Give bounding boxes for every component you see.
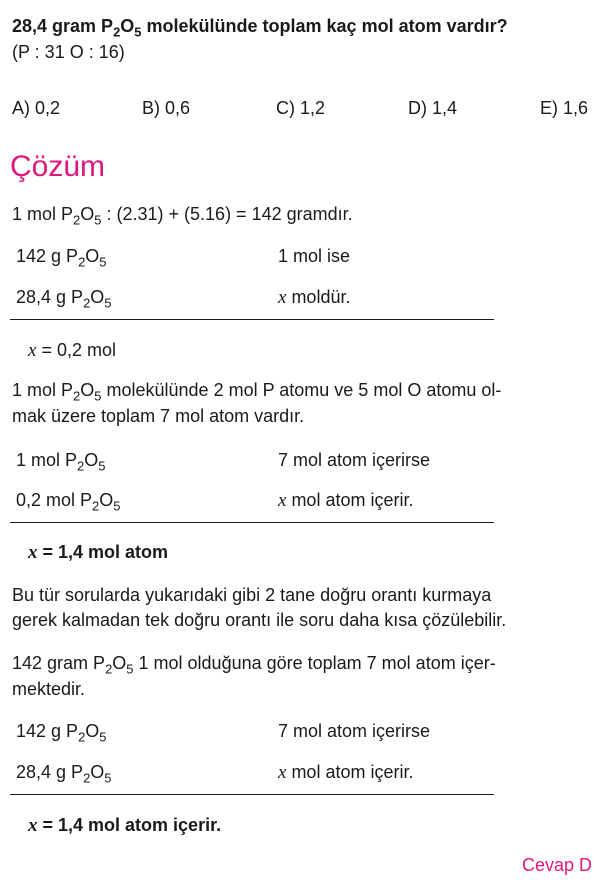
para1-line1: 1 mol $P_2O_5$ molekülünde 2 mol P atomu ve 5 mol O atomu ol- <box>12 380 502 404</box>
ratio2-row2-left: 0,2 mol $P_2O_5$ <box>16 490 121 514</box>
ratio2-row2-right: x mol atom içerir. <box>278 490 414 511</box>
answer-label: Cevap D <box>521 855 592 875</box>
para2-line1: Bu tür sorularda yukarıdaki gibi 2 tane doğru orantı kurmaya <box>12 585 492 605</box>
ratio3-row2-left: 28,4 g $P_2O_5$ <box>16 762 112 786</box>
ratio3-row1-left: 142 g $P_2O_5$ <box>16 721 107 745</box>
ratio1-row2-left: 28,4 g $P_2O_5$ <box>16 287 112 311</box>
ratio3-divider <box>10 794 494 795</box>
ratio3-result: x = 1,4 mol atom içerir. <box>28 815 222 836</box>
molar-mass-line: 1 mol $P_2O_5$ : (2.31) + (5.16) = 142 gramdır. <box>12 204 353 228</box>
ratio1-result: x = 0,2 mol <box>28 340 116 361</box>
ratio2-result: x = 1,4 mol atom <box>28 542 169 563</box>
option-b[interactable]: B) 0,6 <box>142 98 191 118</box>
ratio1-row1-left: 142 g $P_2O_5$ <box>16 246 107 270</box>
option-c[interactable]: C) 1,2 <box>276 98 326 118</box>
option-a[interactable]: A) 0,2 <box>12 98 61 118</box>
question-text: 28,4 gram $P_2O_5$ molekülünde toplam kaç mol atom vardır? <box>12 16 508 40</box>
ratio3-row1-right: 7 mol atom içerirse <box>278 721 431 741</box>
ratio1-row1-right: 1 mol ise <box>278 246 351 266</box>
question-atomic-masses: (P : 31 O : 16) <box>12 42 125 62</box>
ratio1-divider <box>10 319 494 320</box>
para1-line2: mak üzere toplam 7 mol atom vardır. <box>12 406 305 426</box>
ratio3-row2-right: x mol atom içerir. <box>278 762 414 783</box>
ratio1-row2-right: x moldür. <box>278 287 351 308</box>
para2-line2: gerek kalmadan tek doğru orantı ile soru daha kısa çözülebilir. <box>12 610 507 630</box>
option-d[interactable]: D) 1,4 <box>408 98 458 118</box>
para3-line1: 142 gram $P_2O_5$ 1 mol olduğuna göre toplam 7 mol atom içer- <box>12 653 496 677</box>
ratio2-divider <box>10 522 494 523</box>
option-e[interactable]: E) 1,6 <box>540 98 589 118</box>
ratio2-row1-right: 7 mol atom içerirse <box>278 450 431 470</box>
ratio2-row1-left: 1 mol $P_2O_5$ <box>16 450 106 474</box>
para3-line2: mektedir. <box>12 679 86 699</box>
solution-heading: Çözüm <box>10 150 106 183</box>
